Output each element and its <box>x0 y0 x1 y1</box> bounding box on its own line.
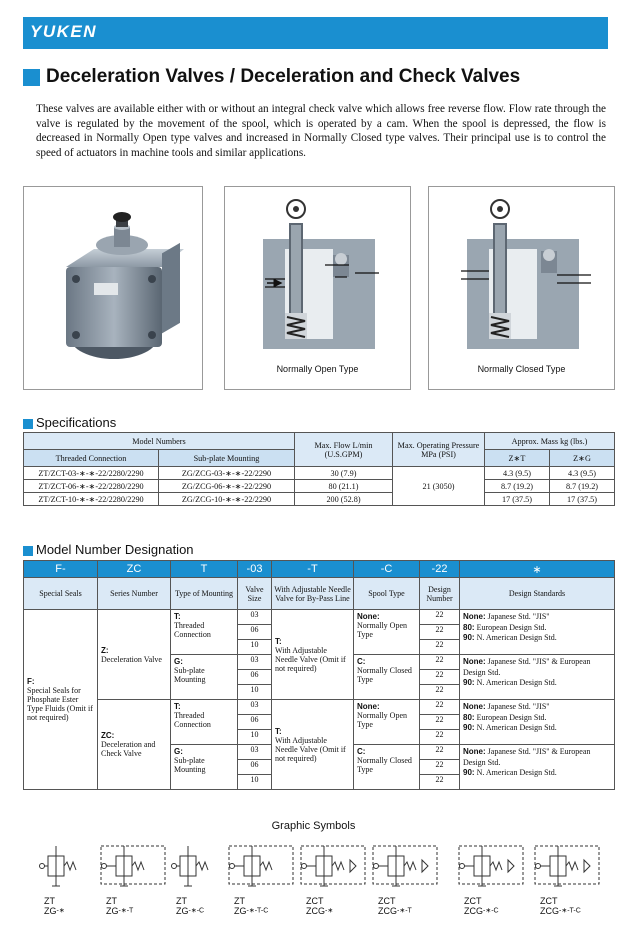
col-max-pressure: Max. Operating Pressure MPa (PSI) <box>393 433 485 467</box>
needle-text: With Adjustable Needle Valve (Omit if not required) <box>275 645 346 673</box>
col-max-flow: Max. Flow L/min (U.S.GPM) <box>295 433 393 467</box>
normally-closed-caption: Normally Closed Type <box>477 364 566 374</box>
mount-t-code: T: <box>174 702 181 711</box>
std-code: 90: <box>463 768 475 777</box>
cell-mass-zt: 4.3 (9.5) <box>485 467 550 480</box>
label-series: Series Number <box>98 578 171 610</box>
mount-g-code: G: <box>174 747 183 756</box>
std-code: 80: <box>463 712 475 722</box>
table-row <box>24 467 615 480</box>
size-cell: 03 <box>238 700 272 715</box>
std-text: Japanese Std. "JIS" & European Design Std. <box>463 747 591 767</box>
graphic-symbol-label: ZT ZG-∗ <box>44 896 65 916</box>
std-code: 80: <box>463 622 475 632</box>
series-zc-code: ZC: <box>101 731 115 740</box>
size-cell: 10 <box>238 775 272 790</box>
needle-z-cell <box>272 610 354 700</box>
spool-c-code: C: <box>357 747 366 756</box>
graphic-symbol-label: ZCT ZCG-∗ <box>306 896 334 916</box>
col-mass: Approx. Mass kg (lbs.) <box>485 433 615 450</box>
cell-subplate: ZG/ZCG-06-∗-∗-22/2290 <box>159 480 295 493</box>
graphic-symbol <box>300 842 368 890</box>
mount-g-cell <box>171 655 238 700</box>
specifications-table <box>23 432 615 506</box>
graphic-symbol <box>170 842 220 890</box>
cell-subplate: ZG/ZCG-03-∗-∗-22/2290 <box>159 467 295 480</box>
spool-c-code: C: <box>357 657 366 666</box>
series-z-cell <box>98 610 171 700</box>
normally-closed-diagram <box>428 186 615 390</box>
graphic-symbol <box>534 842 602 890</box>
cell-mass-zg: 8.7 (19.2) <box>549 480 614 493</box>
cell-mass-zt: 17 (37.5) <box>485 493 550 506</box>
normally-open-caption: Normally Open Type <box>276 364 359 374</box>
series-zc-cell <box>98 700 171 790</box>
mount-t-text: Threaded Connection <box>174 711 211 729</box>
graphic-symbol-label: ZCT ZCG-∗-T <box>378 896 412 916</box>
yuken-logo: YUKEN <box>30 22 98 41</box>
needle-zc-cell <box>272 700 354 790</box>
size-cell: 06 <box>238 670 272 685</box>
graphic-symbol-label: ZCT ZCG-∗-C <box>464 896 499 916</box>
std-code: None: <box>463 657 486 666</box>
size-cell: 06 <box>238 715 272 730</box>
label-needle: With Adjustable Needle Valve for By-Pass Line <box>272 578 354 610</box>
spool-c-text: Normally Closed Type <box>357 756 412 774</box>
code-needle: -T <box>272 561 354 578</box>
std-code: 90: <box>463 678 475 687</box>
col-mass-zt: Z∗T <box>485 450 550 467</box>
spool-none-cell <box>354 700 420 745</box>
series-z-text: Deceleration Valve <box>101 654 162 664</box>
design-cell: 22 <box>420 685 460 700</box>
design-cell: 22 <box>420 760 460 775</box>
seals-cell <box>24 610 98 790</box>
cell-flow: 200 (52.8) <box>295 493 393 506</box>
seals-text: Special Seals for Phosphate Ester Type Fluids (Omit if not required) <box>27 686 93 722</box>
design-cell: 22 <box>420 715 460 730</box>
cell-threaded: ZT/ZCT-10-∗-∗-22/2280/2290 <box>24 493 159 506</box>
col-threaded: Threaded Connection <box>24 450 159 467</box>
label-design: Design Number <box>420 578 460 610</box>
std-t-cell <box>460 610 615 655</box>
code-design: -22 <box>420 561 460 578</box>
title-marker <box>23 69 40 86</box>
std-code: 90: <box>463 723 475 732</box>
design-cell: 22 <box>420 670 460 685</box>
design-cell: 22 <box>420 655 460 670</box>
design-cell: 22 <box>420 775 460 790</box>
std-code: None: <box>463 702 486 711</box>
mount-t-text: Threaded Connection <box>174 621 211 639</box>
mount-t-cell <box>171 700 238 745</box>
graphic-symbol <box>38 842 88 890</box>
std-code: None: <box>463 612 486 621</box>
std-g-cell <box>460 655 615 700</box>
code-size: -03 <box>238 561 272 578</box>
code-standard: ∗ <box>460 561 615 578</box>
mount-g-text: Sub-plate Mounting <box>174 666 206 684</box>
size-cell: 06 <box>238 625 272 640</box>
cell-mass-zg: 4.3 (9.5) <box>549 467 614 480</box>
cell-mass-zg: 17 (37.5) <box>549 493 614 506</box>
valve-photo <box>23 186 203 390</box>
table-row <box>24 480 615 493</box>
cell-flow: 30 (7.9) <box>295 467 393 480</box>
cell-flow: 80 (21.1) <box>295 480 393 493</box>
size-cell: 03 <box>238 745 272 760</box>
size-cell: 10 <box>238 640 272 655</box>
code-series: ZC <box>98 561 171 578</box>
design-cell: 22 <box>420 610 460 625</box>
std-text: European Design Std. <box>476 712 547 722</box>
code-spool: -C <box>354 561 420 578</box>
graphic-symbol <box>228 842 296 890</box>
std-text: N. American Design Std. <box>476 768 557 777</box>
mount-g-code: G: <box>174 657 183 666</box>
label-seals: Special Seals <box>24 578 98 610</box>
std-t-cell <box>460 700 615 745</box>
spool-none-cell <box>354 610 420 655</box>
std-code: None: <box>463 747 486 756</box>
std-text: European Design Std. <box>476 622 547 632</box>
design-cell: 22 <box>420 730 460 745</box>
normally-open-diagram <box>224 186 411 390</box>
graphic-symbol <box>458 842 526 890</box>
size-cell: 10 <box>238 730 272 745</box>
std-code: 90: <box>463 633 475 642</box>
spool-c-cell <box>354 745 420 790</box>
mount-g-text: Sub-plate Mounting <box>174 756 206 774</box>
needle-code: T: <box>275 726 282 736</box>
std-text: Japanese Std. "JIS" & European Design Std. <box>463 657 591 677</box>
needle-text: With Adjustable Needle Valve (Omit if not required) <box>275 735 346 763</box>
std-text: N. American Design Std. <box>476 633 557 642</box>
design-cell: 22 <box>420 745 460 760</box>
std-g-cell <box>460 745 615 790</box>
spool-c-cell <box>354 655 420 700</box>
size-cell: 03 <box>238 610 272 625</box>
col-subplate: Sub-plate Mounting <box>159 450 295 467</box>
graphic-symbol <box>100 842 168 890</box>
mount-g-cell <box>171 745 238 790</box>
size-cell: 06 <box>238 760 272 775</box>
code-mounting: T <box>171 561 238 578</box>
graphic-symbol <box>372 842 440 890</box>
cell-subplate: ZG/ZCG-10-∗-∗-22/2290 <box>159 493 295 506</box>
page-title: Deceleration Valves / Deceleration and Check Valves <box>46 66 521 87</box>
graphic-symbol-label: ZT ZG-∗-T <box>106 896 134 916</box>
spec-marker <box>23 419 33 429</box>
model-marker <box>23 546 33 556</box>
graphic-symbols-heading: Graphic Symbols <box>271 820 356 832</box>
design-cell: 22 <box>420 640 460 655</box>
std-text: Japanese Std. "JIS" <box>487 612 550 621</box>
code-seals: F- <box>24 561 98 578</box>
header-bar <box>23 17 608 49</box>
col-model-numbers: Model Numbers <box>24 433 295 450</box>
needle-code: T: <box>275 636 282 646</box>
std-text: N. American Design Std. <box>476 678 557 687</box>
size-cell: 03 <box>238 655 272 670</box>
mount-t-cell <box>171 610 238 655</box>
label-size: Valve Size <box>238 578 272 610</box>
table-row <box>24 493 615 506</box>
spool-none-code: None: <box>357 612 380 621</box>
model-designation-table <box>23 560 615 790</box>
label-spool: Spool Type <box>354 578 420 610</box>
model-heading: Model Number Designation <box>36 542 194 557</box>
std-text: Japanese Std. "JIS" <box>487 702 550 711</box>
label-standard: Design Standards <box>460 578 615 610</box>
intro-paragraph: These valves are available either with or without an integral check valve which allows free reverse flow. Flow rate through the valve is regulated by the movement of the spool, which is operated by a cam. When the spool is depressed, the flow is decreased in Normally Open type valves and increased in Normally Closed type valves. Their principal use is to control the speed of actuators in machine tools and similar applications. <box>36 103 606 160</box>
cell-threaded: ZT/ZCT-06-∗-∗-22/2280/2290 <box>24 480 159 493</box>
series-zc-text: Deceleration and Check Valve <box>101 740 156 758</box>
cell-mass-zt: 8.7 (19.2) <box>485 480 550 493</box>
design-cell: 22 <box>420 625 460 640</box>
spool-none-text: Normally Open Type <box>357 621 407 639</box>
graphic-symbol-label: ZT ZG-∗-T-C <box>234 896 269 916</box>
spool-none-code: None: <box>357 702 380 711</box>
graphic-symbol-label: ZT ZG-∗-C <box>176 896 205 916</box>
cell-pressure: 21 (3050) <box>393 467 485 506</box>
col-mass-zg: Z∗G <box>549 450 614 467</box>
graphic-symbol-label: ZCT ZCG-∗-T-C <box>540 896 581 916</box>
mount-t-code: T: <box>174 612 181 621</box>
label-mounting: Type of Mounting <box>171 578 238 610</box>
series-z-code: Z: <box>101 645 109 655</box>
design-cell: 22 <box>420 700 460 715</box>
seals-code: F: <box>27 677 35 686</box>
spec-heading: Specifications <box>36 415 117 430</box>
spool-none-text: Normally Open Type <box>357 711 407 729</box>
size-cell: 10 <box>238 685 272 700</box>
cell-threaded: ZT/ZCT-03-∗-∗-22/2280/2290 <box>24 467 159 480</box>
std-text: N. American Design Std. <box>476 723 557 732</box>
spool-c-text: Normally Closed Type <box>357 666 412 684</box>
